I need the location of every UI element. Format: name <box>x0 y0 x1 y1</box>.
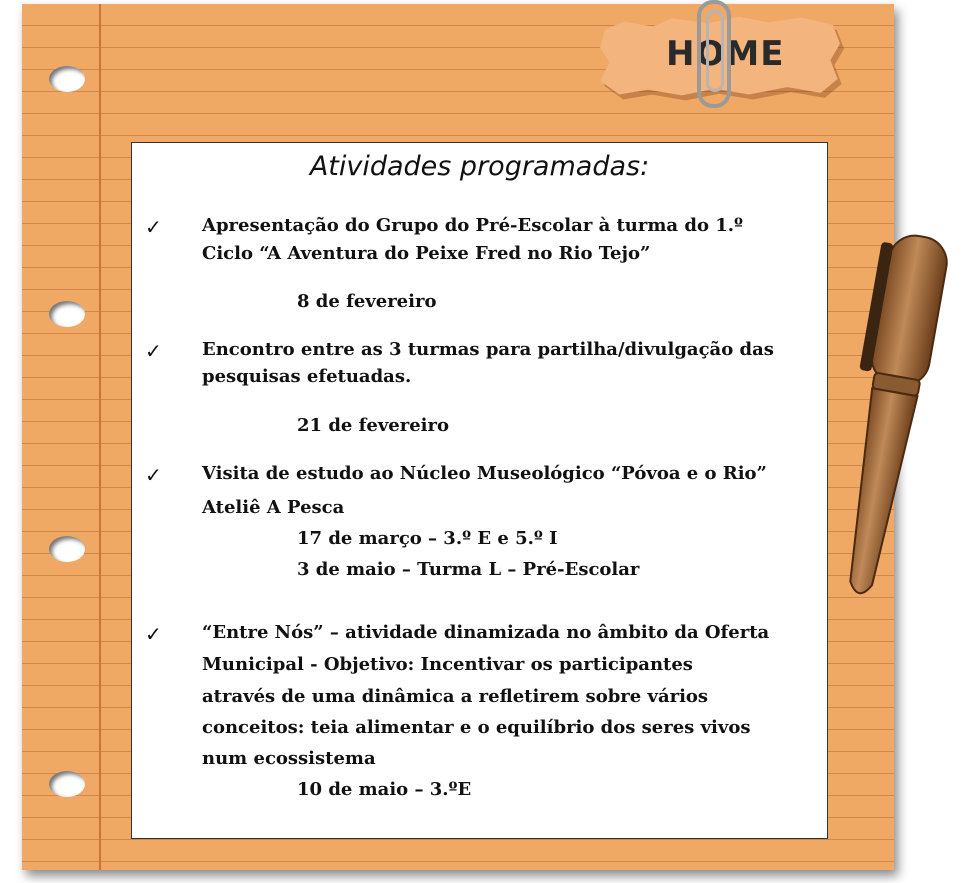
binder-hole <box>49 301 85 327</box>
checkmark-icon: ✓ <box>145 339 162 363</box>
activity-4-line-2: Municipal - Objetivo: Incentivar os participantes <box>202 654 693 675</box>
activity-1-date: 8 de fevereiro <box>297 291 437 312</box>
checkmark-icon: ✓ <box>145 622 162 646</box>
activities-card <box>131 142 828 839</box>
activity-3-line-2: Ateliê A Pesca <box>202 497 345 518</box>
activity-4-line-3: através de uma dinâmica a refletirem sobre vários <box>202 686 709 707</box>
binder-hole <box>49 771 85 797</box>
activity-4-line-5: num ecossistema <box>202 748 376 769</box>
activity-2-date: 21 de fevereiro <box>297 415 449 436</box>
activity-3-line-1: Visita de estudo ao Núcleo Museológico “Póvoa e o Rio” <box>202 463 767 484</box>
checkmark-icon: ✓ <box>145 463 162 487</box>
binder-hole <box>49 536 85 562</box>
activity-2-line-1: Encontro entre as 3 turmas para partilha/divulgação das <box>202 339 774 360</box>
activity-1-line-1: Apresentação do Grupo do Pré-Escolar à turma do 1.º <box>202 215 744 236</box>
pen-icon <box>820 225 950 620</box>
checkmark-icon: ✓ <box>145 215 162 239</box>
activity-3-date-1: 17 de março – 3.º E e 5.º I <box>297 528 558 549</box>
activity-1-line-2: Ciclo “A Aventura do Peixe Fred no Rio Tejo” <box>202 243 651 264</box>
paperclip-inner <box>706 10 724 92</box>
page-title: Atividades programadas: <box>309 151 650 182</box>
home-link[interactable]: HOME <box>666 34 785 74</box>
activity-4-line-1: “Entre Nós” – atividade dinamizada no âmbito da Oferta <box>202 622 770 643</box>
activity-4-date: 10 de maio – 3.ºE <box>297 779 472 800</box>
activity-2-line-2: pesquisas efetuadas. <box>202 366 412 387</box>
binder-hole <box>49 66 85 92</box>
activity-4-line-4: conceitos: teia alimentar e o equilíbrio dos seres vivos <box>202 717 751 738</box>
activity-3-date-2: 3 de maio – Turma L – Pré-Escolar <box>297 559 640 580</box>
